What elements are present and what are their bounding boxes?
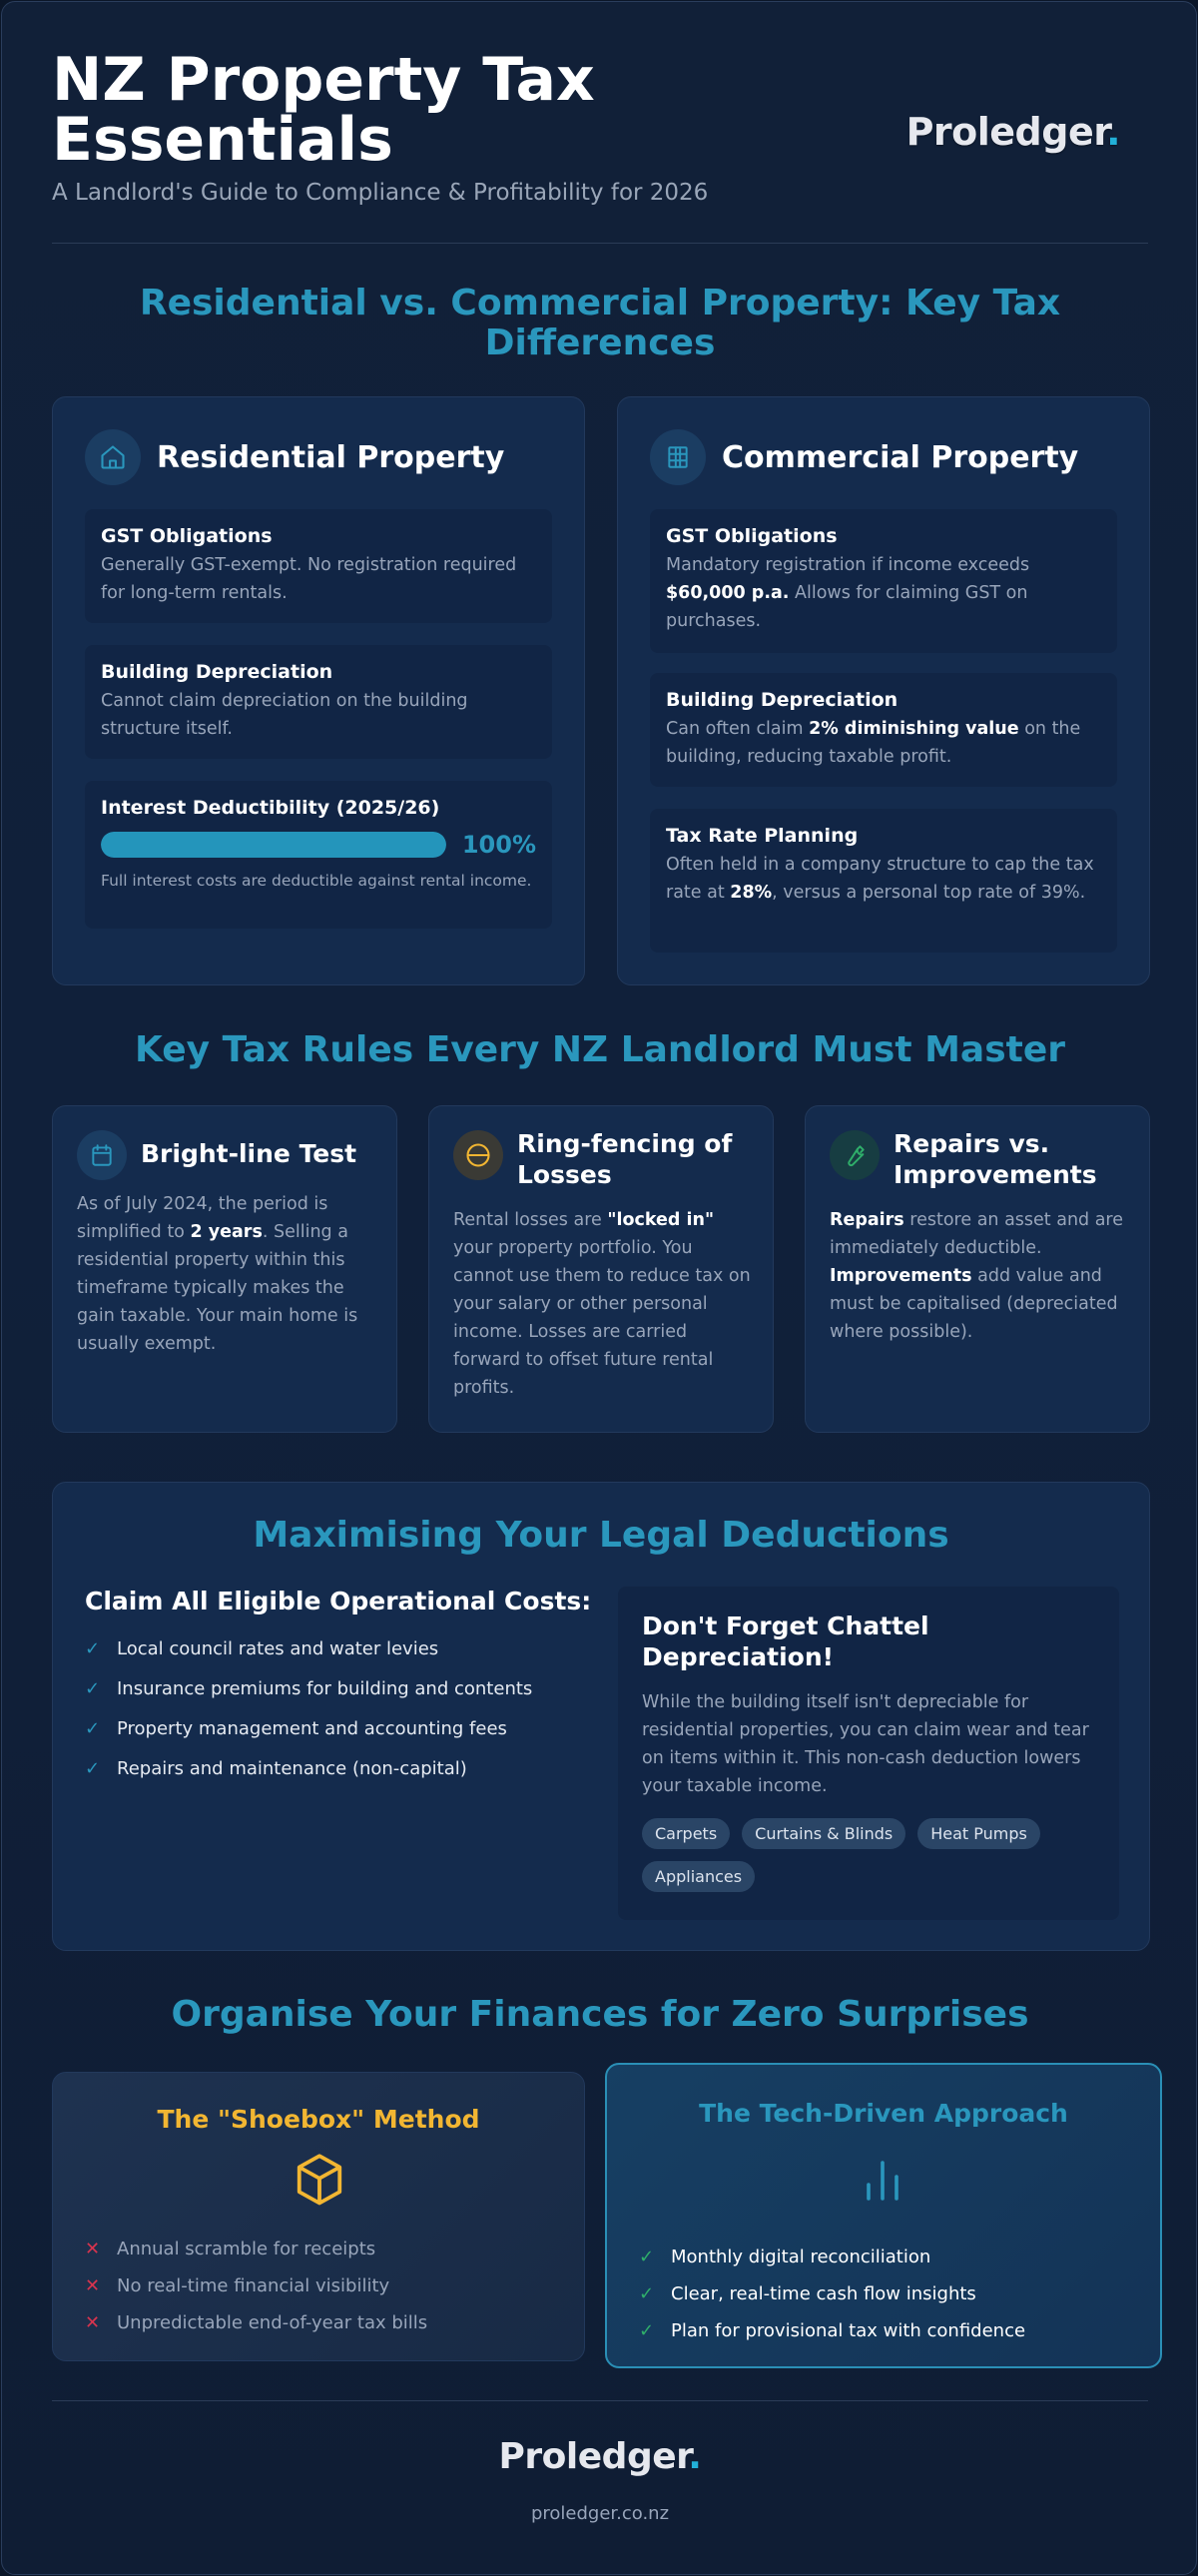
check-icon: ✓ — [639, 2283, 655, 2304]
residential-card — [52, 396, 585, 985]
header — [52, 45, 1150, 244]
tech-list — [639, 2239, 1025, 2349]
rules-title: Key Tax Rules Every NZ Landlord Must Master — [134, 1029, 1065, 1070]
residential-card-title: Residential Property — [157, 439, 505, 475]
subbox-text: Generally GST-exempt. No registration required for long-term rentals. — [101, 555, 517, 603]
commercial-card — [617, 396, 1150, 985]
check-icon: ✓ — [85, 1677, 101, 1699]
list-item: ✓ Insurance premiums for building and contents — [85, 1677, 533, 1699]
logo-text: Proledger — [905, 110, 1107, 154]
list-item: ✓ Property management and accounting fees — [85, 1717, 507, 1739]
residential-depreciation-box — [85, 645, 552, 759]
divider — [52, 243, 1148, 244]
rule-text: Rental losses are "locked in" your property portfolio. You cannot use them to reduce tax on your salary or other personal income. Losses are carried forward to offset future rental profits. — [453, 1210, 751, 1398]
logo-dot: . — [688, 2436, 702, 2477]
bright-line-card — [52, 1105, 397, 1433]
progress-value: 100% — [461, 831, 536, 859]
shoebox-list — [85, 2231, 427, 2341]
residential-gst-box — [85, 509, 552, 623]
subbox-text: Mandatory registration if income exceeds $60,000 p.a. Allows for claiming GST on purchases. — [666, 555, 1030, 631]
list-item: ✓ Local council rates and water levies — [85, 1637, 439, 1659]
logo-dot: . — [1106, 110, 1120, 154]
page-subtitle: A Landlord's Guide to Compliance & Profitability for 2026 — [52, 180, 709, 206]
check-icon: ✓ — [85, 1757, 101, 1779]
deductions-title: Maximising Your Legal Deductions — [253, 1515, 949, 1556]
subbox-title: Tax Rate Planning — [666, 825, 859, 847]
brand-logo[interactable] — [906, 110, 1120, 154]
list-item: ✓ Plan for provisional tax with confidence — [639, 2320, 1026, 2341]
house-icon — [85, 429, 141, 485]
tech-title: The Tech-Driven Approach — [699, 2099, 1068, 2128]
subbox-text: Often held in a company structure to cap the tax rate at 28%, versus a personal top rate of 39%. — [666, 855, 1094, 903]
rule-text: As of July 2024, the period is simplified to 2 years. Selling a residential property within this timeframe typically makes the gain taxable. Your main home is usually exempt. — [77, 1194, 358, 1354]
repairs-card — [805, 1105, 1150, 1433]
wrench-icon — [830, 1130, 880, 1180]
calendar-icon — [77, 1130, 127, 1180]
progress-fill — [101, 832, 446, 858]
shoebox-card — [52, 2072, 585, 2361]
subbox-text: Can often claim 2% diminishing value on the building, reducing taxable profit. — [666, 719, 1081, 767]
infographic-page — [1, 1, 1197, 2575]
chip: Curtains & Blinds — [742, 1818, 905, 1849]
chattel-chips — [642, 1818, 1095, 1904]
footer-logo[interactable] — [2, 2436, 1197, 2477]
cross-icon: ✕ — [85, 2275, 101, 2296]
subbox-text: Cannot claim depreciation on the building structure itself. — [101, 691, 468, 739]
list-item: ✓ Repairs and maintenance (non-capital) — [85, 1757, 467, 1779]
check-icon: ✓ — [639, 2320, 655, 2341]
commercial-depreciation-box — [650, 673, 1117, 787]
ring-fencing-card — [428, 1105, 774, 1433]
deductions-card — [52, 1482, 1150, 1951]
interest-note: Full interest costs are deductible against rental income. — [101, 872, 532, 890]
chattel-text: While the building itself isn't depreciable for residential properties, you can claim wear and tear on items within it. This non-cash deduction lowers your taxable income. — [642, 1692, 1089, 1796]
list-item: ✕ Unpredictable end-of-year tax bills — [85, 2312, 428, 2333]
list-item: ✕ Annual scramble for receipts — [85, 2239, 376, 2259]
deductions-list-title: Claim All Eligible Operational Costs: — [85, 1587, 592, 1615]
footer-url-link[interactable]: proledger.co.nz — [530, 2503, 670, 2524]
page-title: NZ Property Tax Essentials — [52, 45, 595, 175]
check-icon: ✓ — [85, 1637, 101, 1659]
comparison-title: Residential vs. Commercial Property: Key Tax Differences — [139, 283, 1061, 363]
finances-title: Organise Your Finances for Zero Surprises — [171, 1994, 1029, 2035]
list-item: ✓ Monthly digital reconciliation — [639, 2247, 931, 2267]
chip: Heat Pumps — [917, 1818, 1040, 1849]
list-item: ✕ No real-time financial visibility — [85, 2275, 390, 2296]
logo-text: Proledger — [498, 2436, 689, 2477]
rule-title: Repairs vs. Improvements — [894, 1129, 1097, 1189]
check-icon: ✓ — [639, 2247, 655, 2267]
cross-icon: ✕ — [85, 2312, 101, 2333]
rule-title: Ring-fencing of Losses — [517, 1129, 733, 1189]
chattel-box — [618, 1587, 1119, 1920]
chattel-title: Don't Forget Chattel Depreciation! — [642, 1611, 929, 1671]
commercial-card-title: Commercial Property — [722, 439, 1079, 475]
list-item: ✓ Clear, real-time cash flow insights — [639, 2283, 976, 2304]
subbox-title: Building Depreciation — [101, 661, 333, 683]
divider — [52, 2400, 1148, 2401]
bar-chart-icon — [859, 2155, 906, 2209]
box-icon — [293, 2151, 346, 2215]
subbox-title: Interest Deductibility (2025/26) — [101, 797, 440, 819]
tech-card — [605, 2063, 1162, 2368]
subbox-title: GST Obligations — [101, 525, 273, 547]
residential-card-header — [85, 429, 504, 485]
no-entry-icon — [453, 1130, 503, 1180]
rule-text: Repairs restore an asset and are immediately deductible. Improvements add value and must be capitalised (depreciated where possible). — [830, 1210, 1124, 1342]
commercial-gst-box — [650, 509, 1117, 653]
building-icon — [650, 429, 706, 485]
interest-progress — [101, 831, 536, 859]
interest-deductibility-box — [85, 781, 552, 929]
tax-rate-planning-box — [650, 809, 1117, 953]
chip: Appliances — [642, 1861, 755, 1892]
deductions-list — [85, 1628, 584, 1788]
commercial-card-header — [650, 429, 1078, 485]
progress-track — [101, 832, 446, 858]
shoebox-title: The "Shoebox" Method — [157, 2105, 480, 2134]
rule-title: Bright-line Test — [141, 1139, 357, 1168]
cross-icon: ✕ — [85, 2239, 101, 2259]
check-icon: ✓ — [85, 1717, 101, 1739]
chip: Carpets — [642, 1818, 730, 1849]
subbox-title: Building Depreciation — [666, 689, 898, 711]
subbox-title: GST Obligations — [666, 525, 838, 547]
